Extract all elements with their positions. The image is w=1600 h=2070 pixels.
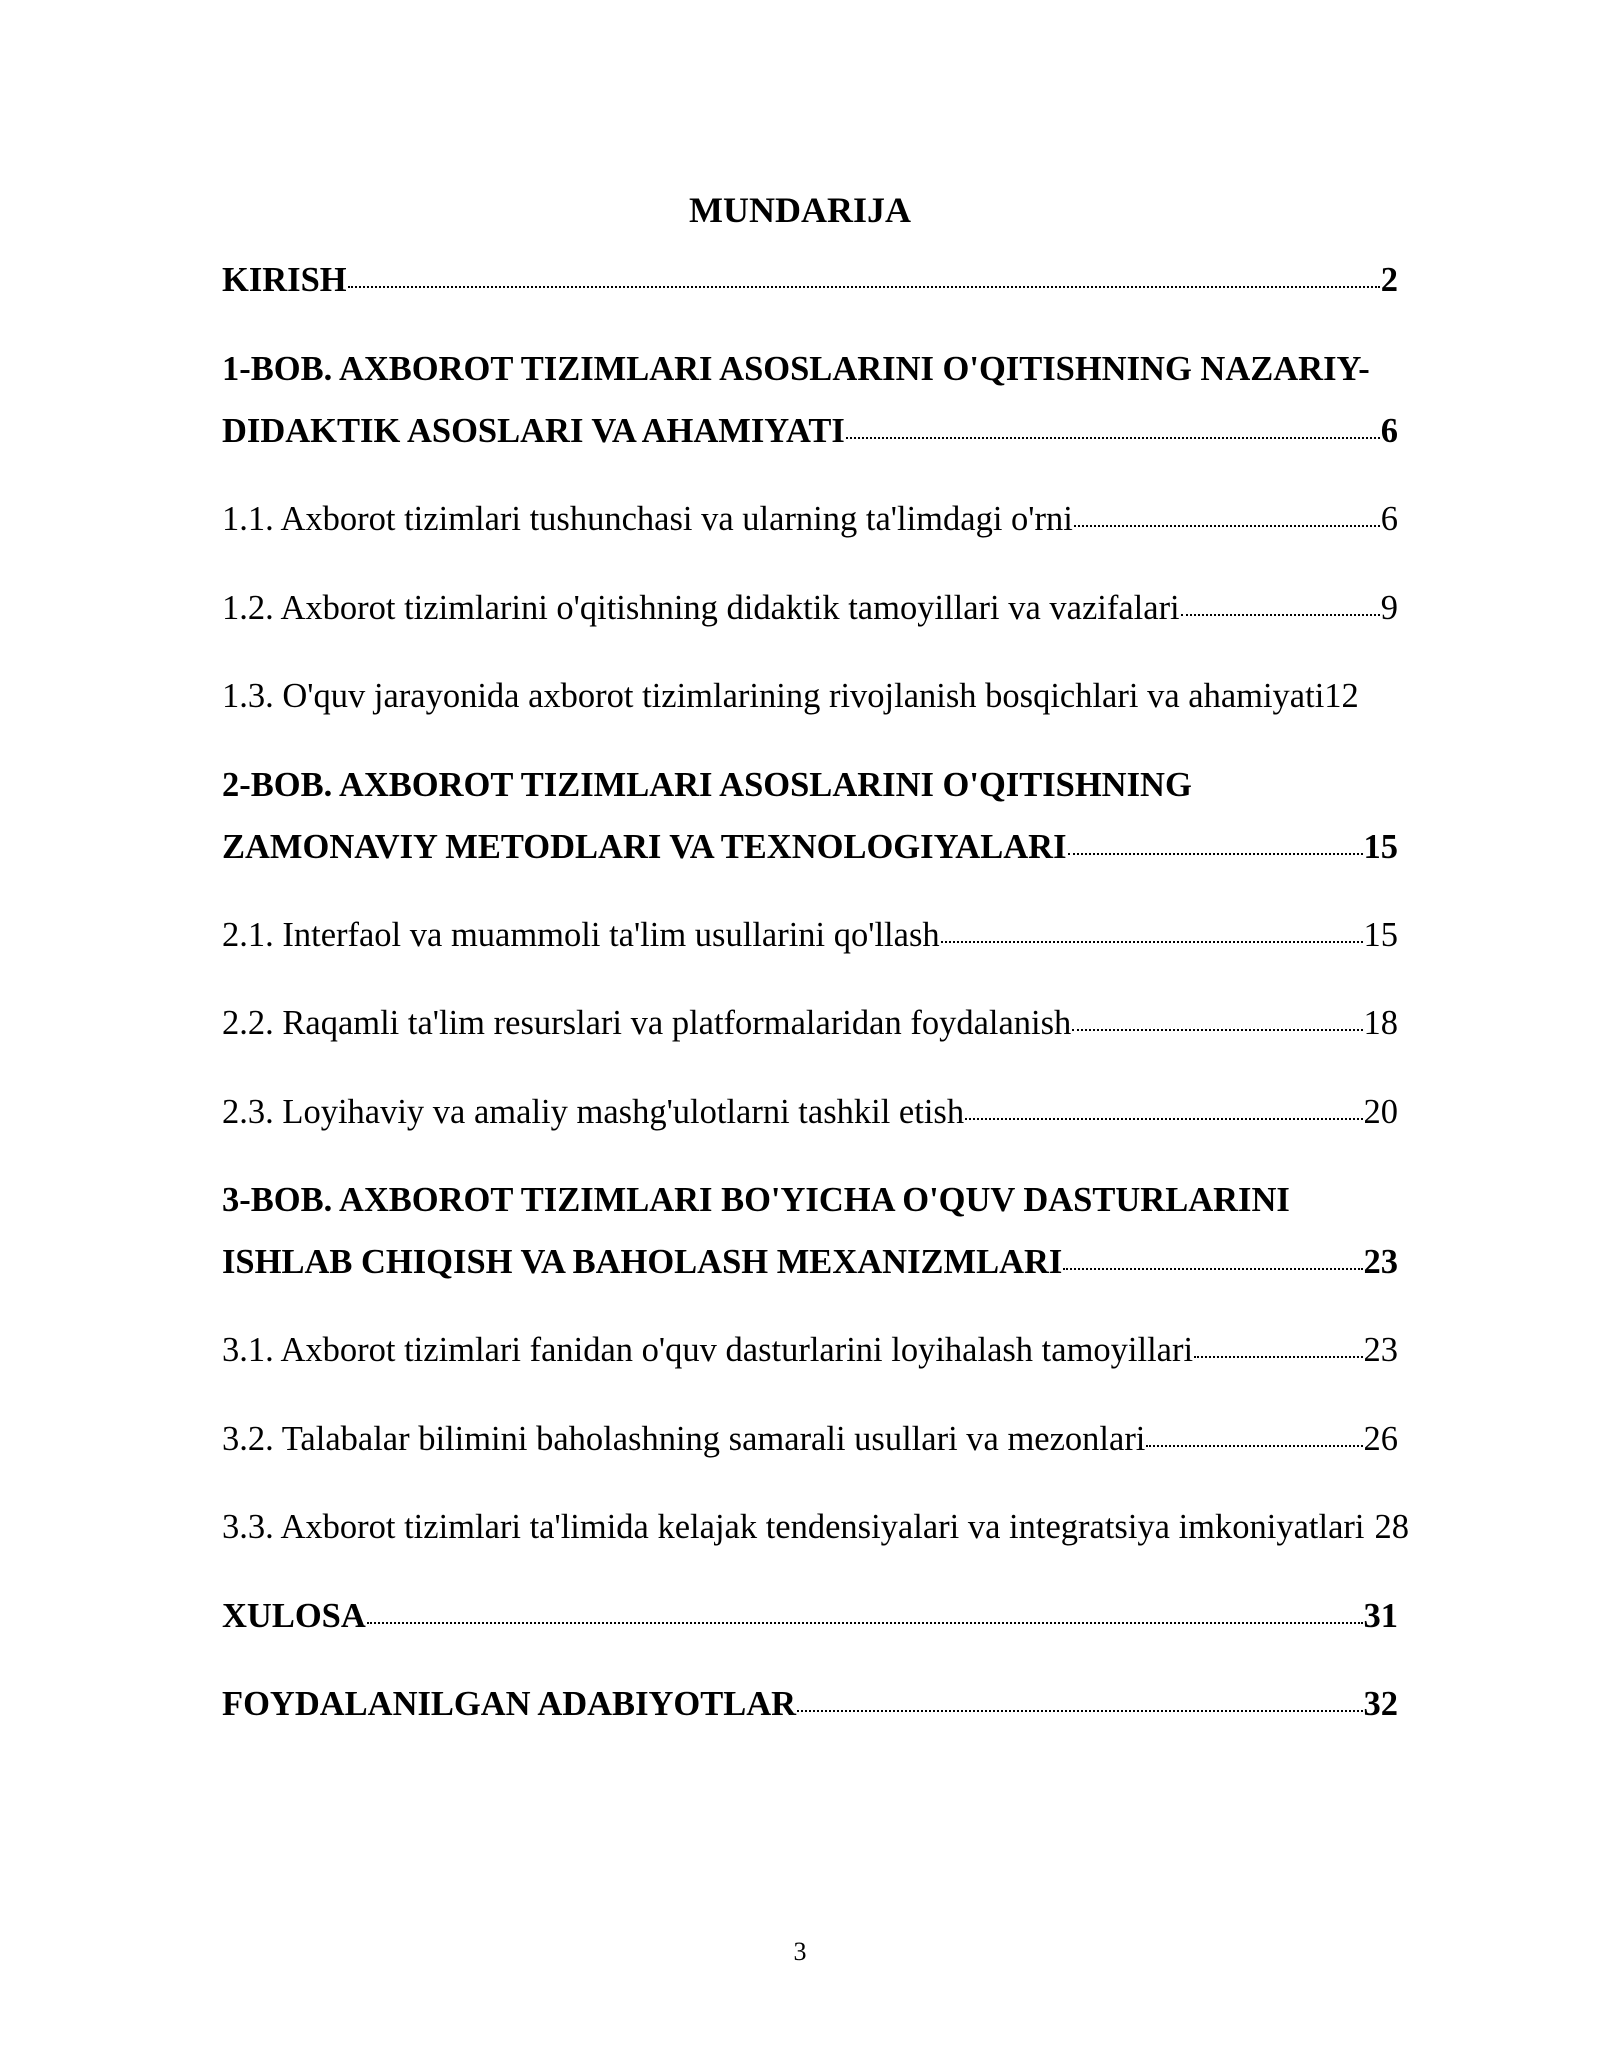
toc-entry-xulosa[interactable]: [222, 1594, 1398, 1638]
toc-entry-1-1[interactable]: [222, 497, 1398, 541]
toc-entry-label: 2.1. Interfaol va muammoli ta'lim usullarini qo'llash: [222, 916, 940, 954]
dot-leader: [1074, 525, 1380, 527]
toc-entry-label: 2.3. Loyihaviy va amaliy mashg'ulotlarni tashkil etish: [222, 1093, 965, 1131]
toc-title: MUNDARIJA: [689, 190, 911, 230]
toc-entry-page: 9: [1380, 589, 1398, 627]
toc-entry-label: 1.2. Axborot tizimlarini o'qitishning didaktik tamoyillari va vazifalari: [222, 589, 1180, 627]
dot-leader: [1181, 614, 1380, 616]
toc-entry-page: 15: [1363, 916, 1398, 954]
toc-entry-3-2[interactable]: [222, 1417, 1398, 1461]
toc-entry-label-line1: 3-BOB. AXBOROT TIZIMLARI BO'YICHA O'QUV DASTURLARINI: [222, 1181, 1290, 1219]
dot-leader: [965, 1118, 1362, 1120]
toc-entry-label: ISHLAB CHIQISH VA BAHOLASH MEXANIZMLARI: [222, 1243, 1063, 1281]
toc-entry-label: DIDAKTIK ASOSLARI VA AHAMIYATI: [222, 412, 845, 450]
dot-leader: [797, 1710, 1362, 1712]
toc-entry-label-line1: 1-BOB. AXBOROT TIZIMLARI ASOSLARINI O'QITISHNING NAZARIY-: [222, 350, 1370, 388]
toc-entry-page: 20: [1363, 1093, 1398, 1131]
page-number: 3: [793, 1937, 807, 1966]
toc-entry-adabiyotlar[interactable]: [222, 1682, 1398, 1726]
toc-entry-1-3[interactable]: [222, 674, 1398, 718]
dot-leader: [1146, 1445, 1362, 1447]
toc-entry-page: 12: [1324, 677, 1359, 715]
toc-entry-2-1[interactable]: [222, 913, 1398, 957]
dot-leader: [1063, 1268, 1362, 1270]
toc-entry-label: 1.1. Axborot tizimlari tushunchasi va ularning ta'limdagi o'rni: [222, 500, 1073, 538]
toc-entry-label-line1: 2-BOB. AXBOROT TIZIMLARI ASOSLARINI O'QITISHNING: [222, 766, 1192, 804]
toc-entry-label: 3.2. Talabalar bilimini baholashning samarali usullari va mezonlari: [222, 1420, 1146, 1458]
dot-leader: [1072, 1029, 1362, 1031]
toc-entry-page: 26: [1363, 1420, 1398, 1458]
dot-leader: [1194, 1356, 1362, 1358]
toc-entry-page: 15: [1363, 828, 1398, 866]
toc-entry-label: 3.3. Axborot tizimlari ta'limida kelajak tendensiyalari va integratsiya imkoniyatlari: [222, 1508, 1365, 1546]
toc-entry-page: 2: [1380, 261, 1398, 299]
dot-leader: [367, 1622, 1363, 1624]
toc-entry-kirish[interactable]: [222, 258, 1398, 302]
toc-entry-label: 2.2. Raqamli ta'lim resurslari va platformalaridan foydalanish: [222, 1004, 1072, 1042]
toc-entry-chapter-1[interactable]: [222, 347, 1398, 453]
toc-entry-page: 18: [1363, 1004, 1398, 1042]
toc-entry-page: 6: [1380, 500, 1398, 538]
toc-entry-2-2[interactable]: [222, 1001, 1398, 1045]
dot-leader: [1068, 853, 1363, 855]
toc-entry-page: 23: [1363, 1331, 1398, 1369]
toc-entry-label: 3.1. Axborot tizimlari fanidan o'quv dasturlarini loyihalash tamoyillari: [222, 1331, 1194, 1369]
toc-entry-label: XULOSA: [222, 1597, 366, 1635]
toc-entry-3-1[interactable]: [222, 1328, 1398, 1372]
toc-entry-label: 1.3. O'quv jarayonida axborot tizimlarining rivojlanish bosqichlari va ahamiyati: [222, 677, 1325, 715]
toc-entry-page: 23: [1363, 1243, 1398, 1281]
toc-entry-chapter-3[interactable]: [222, 1178, 1398, 1284]
toc-entry-page: 32: [1363, 1685, 1398, 1723]
toc-entry-page: 6: [1380, 412, 1398, 450]
toc-entry-label: FOYDALANILGAN ADABIYOTLAR: [222, 1685, 797, 1723]
dot-leader: [348, 286, 1380, 288]
toc-entry-chapter-2[interactable]: [222, 763, 1398, 869]
toc-entry-page: 28: [1374, 1508, 1409, 1546]
toc-entry-1-2[interactable]: [222, 586, 1398, 630]
toc-entry-page: 31: [1363, 1597, 1398, 1635]
dot-leader: [941, 941, 1363, 943]
toc-entry-label: ZAMONAVIY METODLARI VA TEXNOLOGIYALARI: [222, 828, 1067, 866]
dot-leader: [846, 437, 1380, 439]
toc-entry-3-3[interactable]: [222, 1505, 1472, 1549]
toc-entry-label: KIRISH: [222, 261, 347, 299]
toc-entry-2-3[interactable]: [222, 1090, 1398, 1134]
